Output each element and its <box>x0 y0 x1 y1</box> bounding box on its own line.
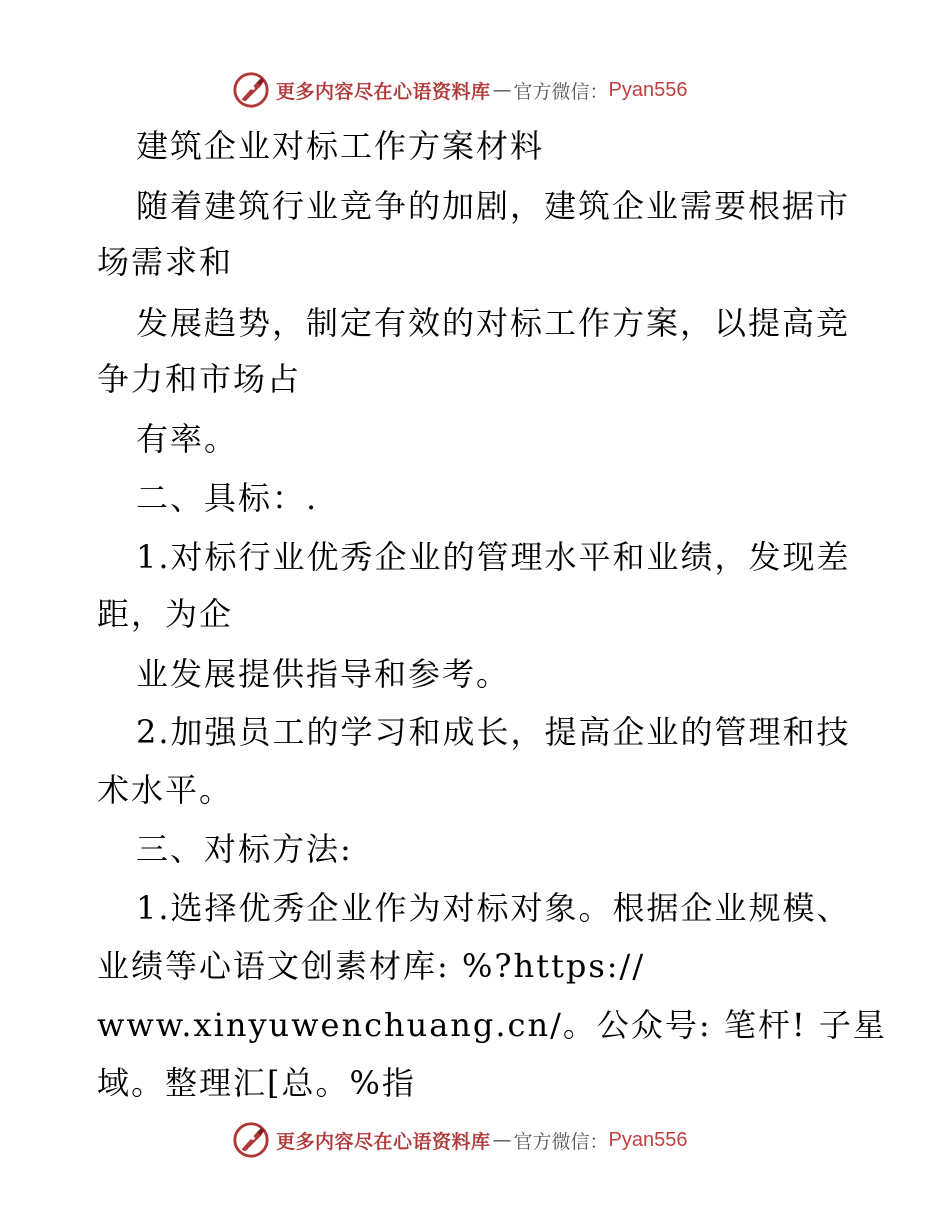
list-item: 术水平。 <box>97 771 234 809</box>
list-item: 距，为企 <box>97 595 234 633</box>
list-item: 域。整理汇[总。%指 <box>97 1064 416 1102</box>
banner-wechat-id: Pyan556 <box>608 78 688 101</box>
list-item: 1.选择优秀企业作为对标对象。根据企业规模、 <box>136 889 851 927</box>
list-item: www.xinyuwenchuang.cn/。公众号: 笔杆! 子星 <box>97 1006 887 1044</box>
paragraph-line: 有率。 <box>136 420 239 458</box>
banner-wechat-label: 官方微信： <box>513 1130 609 1153</box>
banner-title: 更多内容尽在心语资料库 <box>276 1130 491 1153</box>
list-item: 业绩等心语文创素材库: %?https:// <box>97 947 646 985</box>
banner-title: 更多内容尽在心语资料库 <box>276 80 491 103</box>
list-item: 业发展提供指导和参考。 <box>136 655 511 693</box>
document-title: 建筑企业对标工作方案材料 <box>136 127 545 165</box>
pen-nib-logo-icon <box>232 1121 270 1159</box>
paragraph-line: 场需求和 <box>97 243 234 281</box>
header-banner <box>232 68 688 112</box>
list-item: 1.对标行业优秀企业的管理水平和业绩，发现差 <box>136 538 851 576</box>
section-heading: 三、对标方法: <box>136 830 353 868</box>
footer-banner <box>232 1118 688 1162</box>
banner-wechat-label: 官方微信： <box>513 80 609 103</box>
paragraph-line: 争力和市场占 <box>97 360 302 398</box>
list-item: 2.加强员工的学习和成长，提高企业的管理和技 <box>136 713 851 751</box>
section-heading: 二、具标：. <box>136 479 319 517</box>
banner-wechat-id: Pyan556 <box>608 1128 688 1151</box>
pen-nib-logo-icon <box>232 71 270 109</box>
paragraph-line: 随着建筑行业竞争的加剧，建筑企业需要根据市 <box>136 187 851 225</box>
banner-dash: — <box>492 79 512 101</box>
paragraph-line: 发展趋势，制定有效的对标工作方案，以提高竞 <box>136 304 851 342</box>
banner-dash: — <box>492 1129 512 1151</box>
